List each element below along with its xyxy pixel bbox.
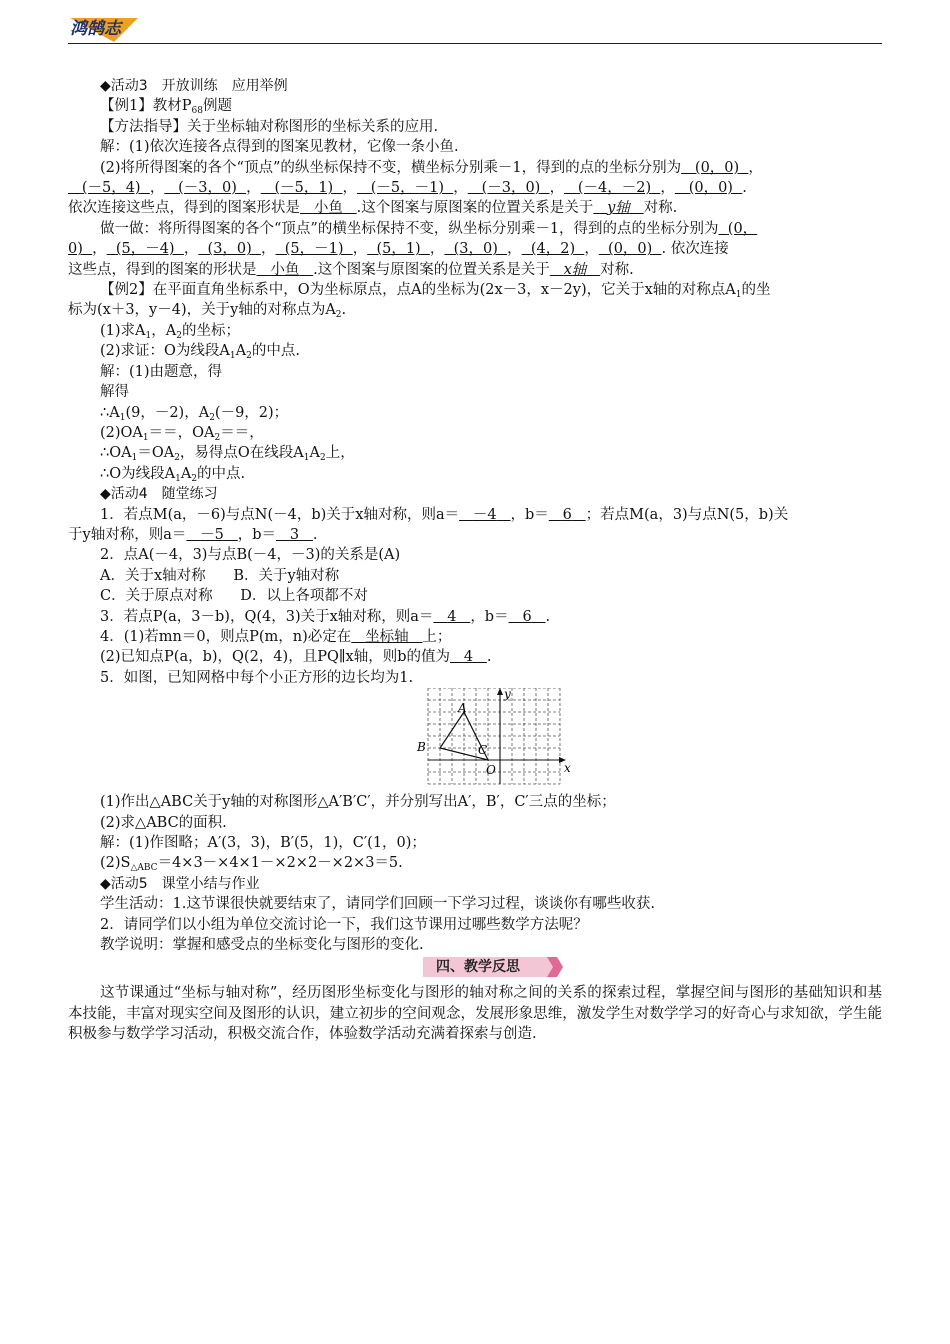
- a4-p5: 5．如图，已知网格中每个小正方形的边长均为1.: [100, 669, 414, 686]
- ex2-line-cont: 标为(x＋3，y－4)，关于y轴的对称点为$A_2$.: [68, 302, 347, 321]
- ex1-sol2: (2)将所得图案的各个“顶点”的纵坐标保持不变，横坐标分别乘－1，得到的点的坐标分别为 (0，0) ，: [100, 159, 763, 176]
- label-B: B: [417, 740, 426, 755]
- a4-p2: 2．点A(－4，3)与点B(－4，－3)的关系是(A): [100, 547, 401, 564]
- label-A: A: [458, 701, 467, 716]
- section4-body: 这节课通过“坐标与轴对称”，经历图形坐标变化与图形的轴对称之间的关系的探索过程，掌握空间与图形的基础知识和基本技能，丰富对现实空间及图形的认识，建立初步的空间观念，发展形象思维，激发学生对数学学习的好奇心与求知欲，学生能积极参与数学学习活动，积极交流合作，体验数学活动充满着探索与创造.: [68, 985, 882, 1043]
- a4-p4: 4．(1)若mn＝0，则点P(m，n)必定在 坐标轴 上；: [100, 628, 452, 645]
- ex2-s5: $\therefore OA_1=OA_2$，易得点O在线段$A_1A_2$上，: [100, 445, 355, 464]
- ex1-line: 【例1】教材$P_{68}$例题: [100, 98, 232, 117]
- ex1-try-shape: 这些点，得到的图案的形状是 小鱼 .这个图案与原图案的位置关系是关于 x轴 对称.: [68, 261, 634, 278]
- a4-p1-cont: 于y轴对称，则a＝ －5 ，b＝ 3 .: [68, 526, 318, 543]
- a4-p1: 1．若点M(a，－6)与点N(－4，b)关于x轴对称，则a＝ －4 ，b＝ 6 ；若点M(a，3)与点N(5，b)关: [100, 506, 789, 523]
- ex2-line: 【例2】在平面直角坐标系中，O为坐标原点，点A的坐标为(2x－3，x－2y)，它关于x轴的对称点$A_1$的坐: [100, 282, 771, 301]
- ex1-sol2-shape: 依次连接这些点，得到的图案形状是 小鱼 .这个图案与原图案的位置关系是关于 y轴 对称.: [68, 200, 678, 217]
- a4-p5-s1: 解：(1)作图略；A′(3，3)，B′(5，1)，C′(1，0)；: [100, 835, 426, 851]
- section4-banner: [68, 957, 882, 979]
- ex1-try: 做一做：将所得图案的各个“顶点”的横坐标保持不变，纵坐标分别乘－1，得到的点的坐标分别为 (0，: [100, 220, 758, 237]
- ex2-s4: $(2)OA_1==$，$OA_2==$，: [100, 424, 264, 443]
- coordinate-grid-figure: [68, 688, 882, 792]
- a4-p5-q2: (2)求△ABC的面积.: [100, 814, 227, 831]
- page-content: [68, 76, 882, 1045]
- ex1-method: 【方法指导】关于坐标轴对称图形的坐标关系的应用.: [100, 118, 439, 135]
- activity3-title: ◆活动3 开放训练 应用举例: [100, 78, 288, 94]
- ex1-try-cont: 0) ， (5，－4) ， (3，0) ， (5，－1) ， (5，1) ， (3，0) ， (4，2) ， (0，0) . 依次连接: [68, 241, 729, 258]
- ex2-s1: 解：(1)由题意，得: [100, 363, 223, 380]
- activity5-title: ◆活动5 课堂小结与作业: [100, 875, 260, 892]
- label-C: C: [478, 743, 488, 758]
- label-y: y: [504, 688, 511, 702]
- a5-l3: 教学说明：掌握和感受点的坐标变化与图形的变化.: [100, 937, 424, 954]
- a4-p4b: (2)已知点P(a，b)，Q(2，4)，且PQ∥x轴，则b的值为 4 .: [100, 649, 492, 666]
- label-O: O: [486, 763, 496, 778]
- section4-title: 四、教学反思: [436, 959, 520, 976]
- grid-svg: [416, 688, 576, 788]
- a5-l2: 2．请同学们以小组为单位交流讨论一下，我们这节课用过哪些数学方法呢？: [100, 916, 588, 933]
- activity4-title: ◆活动4 随堂练习: [100, 486, 218, 503]
- ex2-s6: ∴O为线段$A_1A_2$的中点.: [100, 465, 246, 484]
- ex2-q1: (1)求$A_1$，$A_2$的坐标；: [100, 322, 240, 341]
- header-rule: [68, 43, 882, 44]
- label-x: x: [564, 761, 571, 776]
- a4-p3: 3．若点P(a，3－b)，Q(4，3)关于x轴对称，则a＝ 4 ，b＝ 6 .: [100, 608, 551, 625]
- ex2-s3: $\therefore A_1(9$，－2)，$A_2(-9$，2)；: [100, 404, 289, 423]
- ex1-sol1: 解：(1)依次连接各点得到的图案见教材，它像一条小鱼.: [100, 139, 459, 156]
- a4-p5-s2: $(2)S_{\triangle ABC}=4\times 3-\times 4\times 1-\times 2\times 2-\times 2\times 3=5$.: [100, 855, 403, 874]
- logo-text: 鸿鹄志: [70, 19, 121, 39]
- publisher-logo: [68, 8, 148, 46]
- ex2-s2: 解得: [100, 384, 129, 401]
- a4-opts-cd: C．关于原点对称 D．以上各项都不对: [100, 588, 368, 605]
- a4-opts-ab: A．关于x轴对称 B．关于y轴对称: [100, 567, 340, 584]
- a5-l1: 学生活动：1.这节课很快就要结束了，请同学们回顾一下学习过程，谈谈你有哪些收获.: [100, 896, 655, 913]
- a4-p5-q1: (1)作出△ABC关于y轴的对称图形△A′B′C′，并分别写出A′，B′，C′三点的坐标；: [100, 794, 616, 811]
- ex2-q2: (2)求证：O为线段$A_1A_2$的中点.: [100, 343, 300, 362]
- ex1-sol2-cont: (－5，4) ， (－3，0) ， (－5，1) ， (－5，－1) ， (－3，0) ， (－4，－2) ， (0，0) .: [81, 180, 747, 197]
